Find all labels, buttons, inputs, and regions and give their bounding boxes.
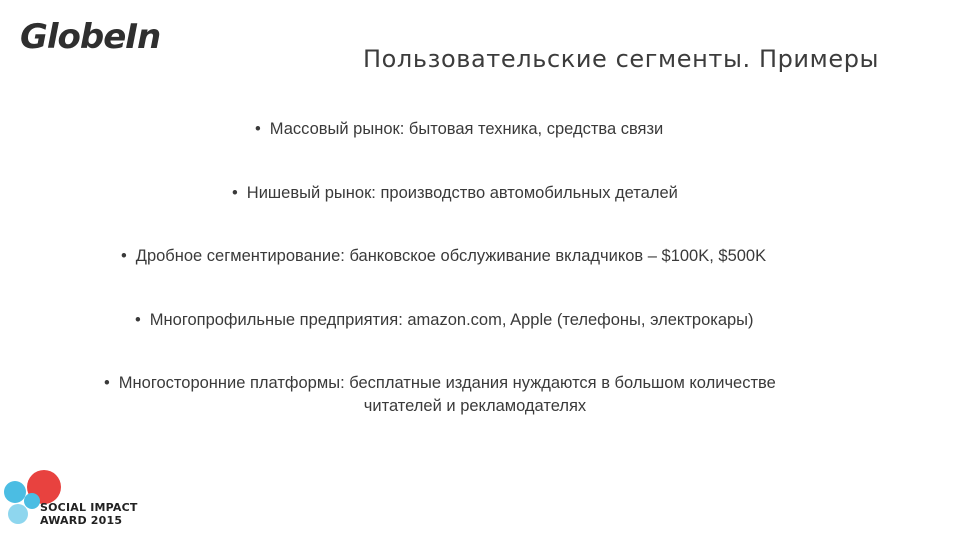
bullet-marker: • [104, 374, 110, 392]
bullet-marker: • [232, 184, 238, 202]
bullet-item [232, 182, 678, 205]
award-blue-circle-small [24, 493, 40, 509]
bullet-marker: • [255, 120, 261, 138]
globein-logo: GlobeIn [20, 17, 161, 57]
bullet-marker: • [135, 311, 141, 329]
bullet-text: Многосторонние платформы: бесплатные издания нуждаются в большом количестве [118, 374, 776, 392]
bullet-text-line: читателей и рекламодателях [363, 397, 587, 415]
bullet-text-line [104, 372, 874, 395]
bullet-marker: • [121, 247, 127, 265]
bullet-text: Дробное сегментирование: банковское обслуживание вкладчиков – $100K, $500K [135, 247, 767, 265]
award-blue-circle [4, 481, 26, 503]
award-caption-line: AWARD 2015 [40, 514, 123, 527]
bullet-text: Нишевый рынок: производство автомобильных деталей [246, 184, 678, 202]
bullet-item [121, 245, 766, 268]
bullet-text: Многопрофильные предприятия: amazon.com, Apple (телефоны, электрокары) [149, 311, 754, 329]
bullet-item [104, 372, 874, 418]
award-caption [40, 501, 138, 527]
award-light-blue-circle [8, 504, 28, 524]
slide-title: Пользовательские сегменты. Примеры [363, 45, 880, 73]
bullet-item [255, 118, 663, 141]
bullet-item [135, 309, 754, 332]
award-caption-line: SOCIAL IMPACT [40, 501, 138, 514]
bullet-text: Массовый рынок: бытовая техника, средства связи [269, 120, 664, 138]
